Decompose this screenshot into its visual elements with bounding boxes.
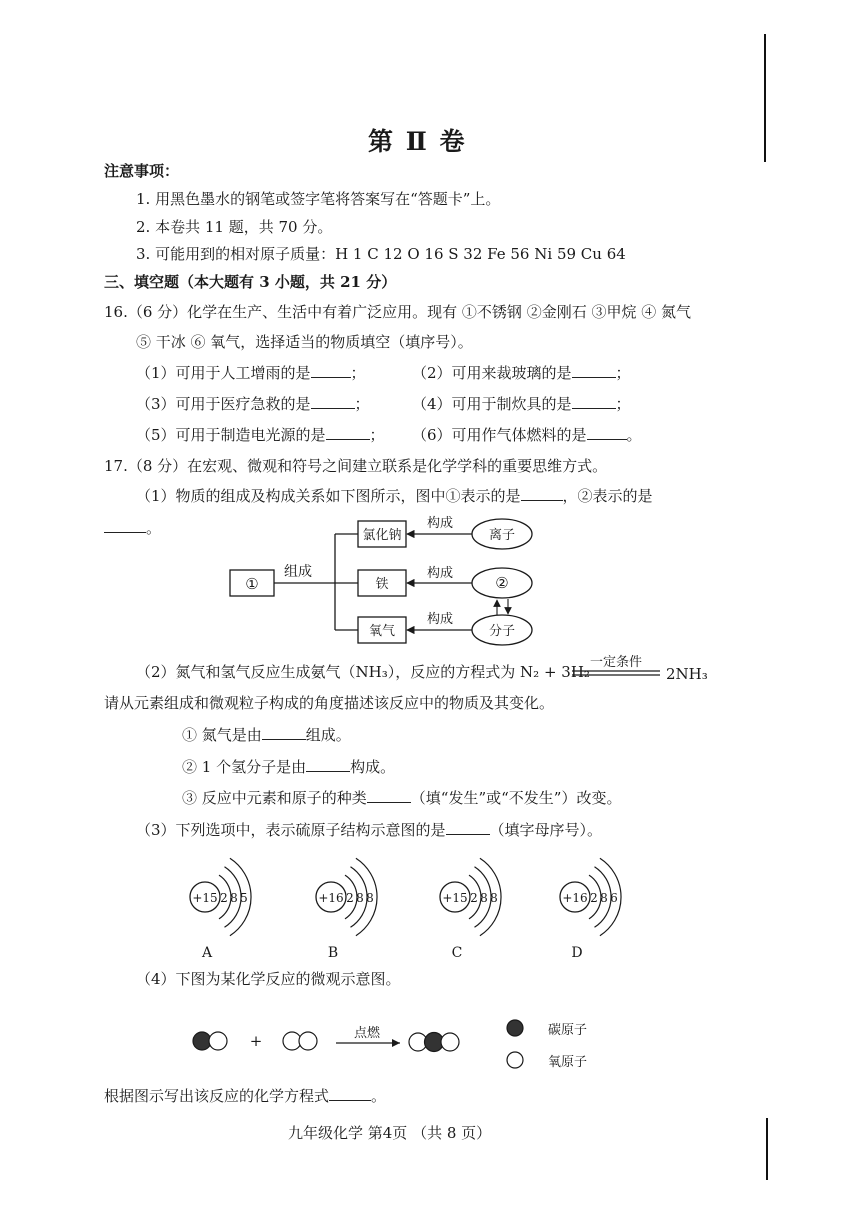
q17-part2-item: ② 1 个氢分子是由 构成。 bbox=[182, 758, 396, 776]
nucleus-charge: +16 bbox=[318, 891, 344, 905]
q17-part2-item: ③ 反应中元素和原子的种类 （填“发生”或“不发生”）改变。 bbox=[182, 789, 622, 807]
nucleus-charge: +15 bbox=[192, 891, 218, 905]
q16-stem: 16.（6 分）化学在生产、生活中有着广泛应用。现有 ①不锈钢 ②金刚石 ③甲烷 ④ 氮气 bbox=[104, 303, 692, 321]
plus-sign: + bbox=[249, 1032, 263, 1050]
electron-count: 8 bbox=[366, 891, 374, 905]
q17-stem: 17.（8 分）在宏观、微观和符号之间建立联系是化学学科的重要思维方式。 bbox=[104, 457, 608, 475]
q16-item: （6）可用作气体燃料的是 。 bbox=[412, 426, 642, 444]
nucleus-charge: +16 bbox=[562, 891, 588, 905]
equation-product: 2NH₃ bbox=[666, 665, 708, 683]
q17-part3: （3）下列选项中，表示硫原子结构示意图的是 （填字母序号）。 bbox=[136, 821, 603, 839]
electron-count: 8 bbox=[356, 891, 364, 905]
page-title: 第 Ⅱ 卷 bbox=[368, 127, 467, 156]
notice-item: 2. 本卷共 11 题，共 70 分。 bbox=[136, 218, 333, 236]
option-label: C bbox=[451, 945, 463, 961]
q17-part2-cont: 请从元素组成和微观粒子构成的角度描述该反应中的物质及其变化。 bbox=[104, 694, 555, 712]
option-label: A bbox=[201, 945, 213, 961]
q17-part1-cont: 。 bbox=[104, 517, 161, 538]
oxygen-atom bbox=[299, 1032, 317, 1050]
q16-item: （1）可用于人工增雨的是 ； bbox=[136, 364, 366, 382]
oval-ion-label: 离子 bbox=[488, 528, 516, 543]
electron-count: 2 bbox=[346, 891, 354, 905]
notice-item: 1. 用黑色墨水的钢笔或签字笔将答案写在“答题卡”上。 bbox=[136, 190, 501, 208]
electron-count: 6 bbox=[610, 891, 618, 905]
label-construct: 构成 bbox=[426, 612, 454, 627]
legend-carbon-icon bbox=[507, 1020, 523, 1036]
legend-carbon-label: 碳原子 bbox=[548, 1023, 588, 1038]
box-iron-label: 铁 bbox=[375, 577, 389, 592]
legend-oxygen-icon bbox=[507, 1052, 523, 1068]
q17-part2: （2）氮气和氢气反应生成氨气（NH₃），反应的方程式为 N₂ + 3H₂ bbox=[136, 663, 590, 681]
label-construct: 构成 bbox=[426, 516, 454, 531]
box-oxygen-label: 氧气 bbox=[368, 624, 396, 639]
label-compose: 组成 bbox=[284, 564, 312, 580]
label-construct: 构成 bbox=[426, 566, 454, 581]
q16-item: （5）可用于制造电光源的是 ； bbox=[136, 426, 385, 444]
q17-part2-item: ① 氮气是由 组成。 bbox=[182, 726, 351, 744]
answer-blank[interactable] bbox=[329, 1085, 371, 1101]
electron-count: 2 bbox=[590, 891, 598, 905]
legend-oxygen-label: 氧原子 bbox=[548, 1055, 588, 1070]
carbon-atom bbox=[193, 1032, 211, 1050]
electron-count: 2 bbox=[470, 891, 478, 905]
oval-molecule-label: 分子 bbox=[488, 624, 516, 639]
notice-item: 3. 可能用到的相对原子质量：H 1 C 12 O 16 S 32 Fe 56 Ni 59 Cu 64 bbox=[136, 245, 626, 263]
nucleus-charge: +15 bbox=[442, 891, 468, 905]
oxygen-atom bbox=[209, 1032, 227, 1050]
electron-count: 8 bbox=[480, 891, 488, 905]
page-footer: 九年级化学 第4页 （共 8 页） bbox=[288, 1124, 492, 1142]
q17-part4: （4）下图为某化学反应的微观示意图。 bbox=[136, 970, 401, 988]
box-element-label: ① bbox=[245, 575, 259, 593]
electron-count: 2 bbox=[220, 891, 228, 905]
q16-stem-cont: ⑤ 干冰 ⑥ 氧气，选择适当的物质填空（填序号）。 bbox=[136, 333, 473, 351]
electron-count: 5 bbox=[240, 891, 248, 905]
option-label: B bbox=[327, 945, 339, 961]
q17-part1: （1）物质的组成及构成关系如下图所示，图中①表示的是 ，②表示的是 bbox=[136, 487, 653, 505]
oval-atom-label: ② bbox=[495, 574, 509, 592]
option-label: D bbox=[571, 945, 583, 961]
reaction-condition: 点燃 bbox=[353, 1026, 381, 1041]
electron-count: 8 bbox=[490, 891, 498, 905]
electron-count: 8 bbox=[230, 891, 238, 905]
oxygen-atom bbox=[283, 1032, 301, 1050]
notice-heading: 注意事项： bbox=[104, 162, 180, 180]
section-heading: 三、填空题（本大题有 3 小题，共 21 分） bbox=[104, 273, 397, 291]
reaction-arrow-head bbox=[392, 1039, 400, 1047]
oxygen-atom bbox=[441, 1033, 459, 1051]
q16-item: （2）可用来裁玻璃的是 ； bbox=[412, 364, 631, 382]
q16-item: （3）可用于医疗急救的是 ； bbox=[136, 395, 370, 413]
equation-condition: 一定条件 bbox=[589, 655, 643, 670]
q16-item: （4）可用于制炊具的是 ； bbox=[412, 395, 631, 413]
q17-part4-end: 根据图示写出该反应的化学方程式 。 bbox=[104, 1087, 387, 1105]
box-nacl-label: 氯化钠 bbox=[362, 528, 402, 543]
electron-count: 8 bbox=[600, 891, 608, 905]
